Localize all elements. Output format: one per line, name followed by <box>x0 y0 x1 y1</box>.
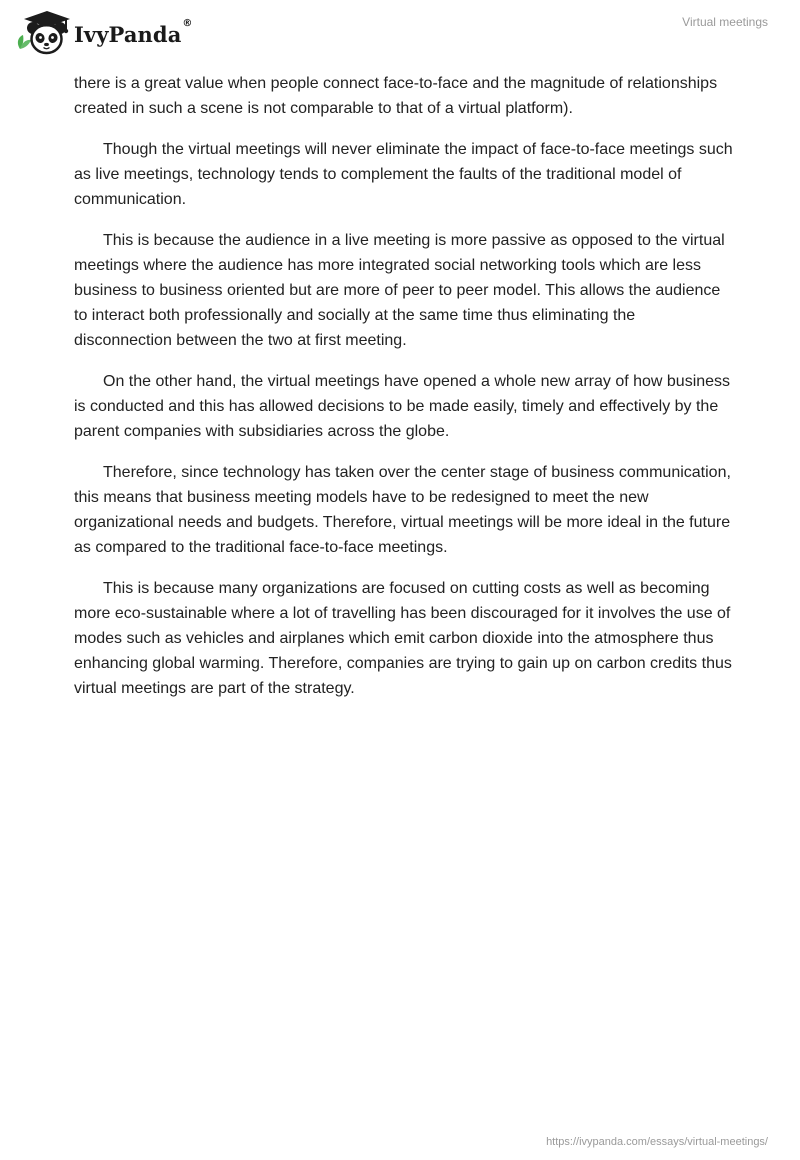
registered-mark: ® <box>182 17 193 29</box>
paragraph: On the other hand, the virtual meetings have opened a whole new array of how business is conducted and this has allowed decisions to be made easily, timely and effectively by the parent companies with subsidiaries across the globe. <box>74 373 731 440</box>
paragraph: Though the virtual meetings will never eliminate the impact of face-to-face meetings such as live meetings, technology tends to complement the faults of the traditional model of communication. <box>74 141 733 208</box>
paragraph: Therefore, since technology has taken over the center stage of business communication, this means that business meeting models have to be redesigned to meet the new organizational needs and budgets. Therefore, virtual meetings will be more ideal in the future as compared to the traditional face-to-face meetings. <box>74 464 731 556</box>
paragraph: This is because the audience in a live meeting is more passive as opposed to the virtual meetings where the audience has more integrated social networking tools which are less business to business oriented but are more of peer to peer model. This allows the audience to interact both professionally and socially at the same time thus eliminating the disconnection between the two at first meeting. <box>74 232 725 349</box>
document-title: Virtual meetings <box>682 15 768 29</box>
paragraph-continued: there is a great value when people connect face-to-face and the magnitude of relationships created in such a scene is not comparable to that of a virtual platform). <box>74 75 718 117</box>
ivypanda-logo[interactable] <box>14 9 193 57</box>
panda-logo-icon <box>14 9 72 57</box>
essay-body <box>74 71 734 717</box>
paragraph: This is because many organizations are focused on cutting costs as well as becoming more eco-sustainable where a lot of travelling has been discouraged for it involves the use of modes such as vehicles and airplanes which emit carbon dioxide into the atmosphere thus enhancing global warming. Therefore, companies are trying to gain up on carbon credits thus virtual meetings are part of the strategy. <box>74 580 732 697</box>
source-url-link[interactable]: https://ivypanda.com/essays/virtual-meetings/ <box>546 1136 768 1148</box>
brand-name: IvyPanda® <box>74 17 193 47</box>
page-header <box>0 0 800 64</box>
